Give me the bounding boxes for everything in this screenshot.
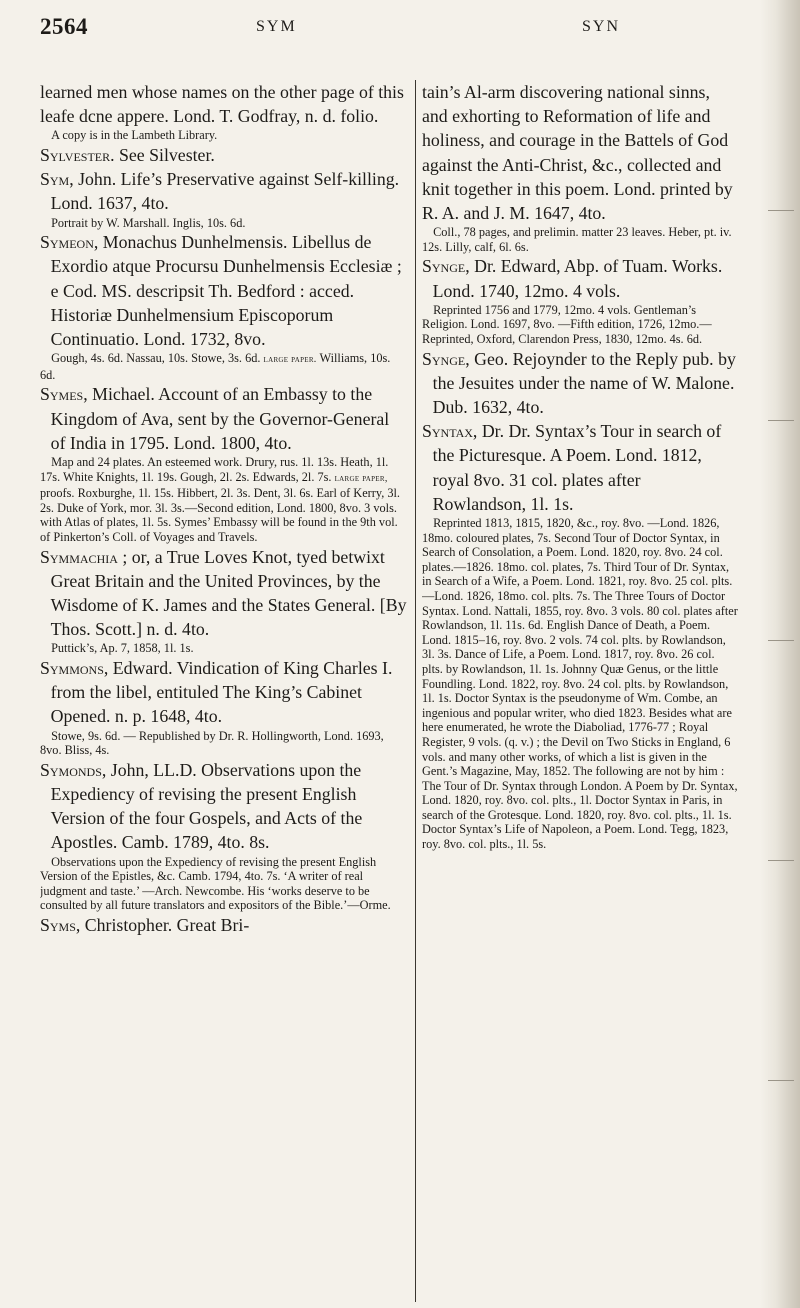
page-number: 2564 (40, 14, 88, 39)
entry-text: John. Life’s Preservative against Self-killing. Lond. 1637, 4to. (50, 169, 400, 214)
entry-text: Puttick’s, Ap. 7, 1858, 1l. 1s. (51, 641, 194, 656)
entry-text: John, LL.D. Observations upon the Expediency of revising the present English Version of the four Gospels, and Acts of the Apostles. Camb. 1789, 4to. 8s. (50, 759, 363, 853)
entry-left_column-7 (40, 382, 408, 455)
entry-text: Reprinted 1756 and 1779, 12mo. 4 vols. Gentleman’s Religion. Lond. 1697, 8vo. —Fifth edition, 1726, 12mo.—Reprinted, Oxford, Clarendon Press, 1830, 12mo. 4s. 6d. (422, 302, 712, 346)
right-column (422, 80, 738, 1305)
entry-text-tail: proofs. Roxburghe, 1l. 15s. Hibbert, 2l. 3s. Dent, 3l. 6s. Earl of Kerry, 3l. 2s. Duke of York, mor. 3l. 3s.—Second edition, Lond. 1800, 8vo. 3 vols. with Atlas of plates, 1l. 5s. Symes’ Embassy will be found in the 9th vol. of Pinkerton’s Coll. of Voyages and Travels. (40, 486, 400, 544)
entry-text: tain’s Al-arm discovering national sinns, and exhorting to Reformation of life and holiness, and courage in the Battels of God against the Anti-Christ, &c., collected and knit together in this poem. Lond. printed by R. A. and J. M. 1647, 4to. (422, 82, 733, 224)
entry-note-left_column-14 (40, 855, 408, 913)
entry-text: Christopher. Great Bri- (80, 914, 250, 935)
entry-text: or, a True Loves Knot, tyed betwixt Great Britain and the United Provinces, by the Wisdome of K. James and the States General. [By Thos. Scott.] n. d. 4to. (50, 546, 407, 640)
entry-text: Map and 24 plates. An esteemed work. Drury, rus. 1l. 13s. Heath, 1l. 17s. White Knights, 1l. 19s. Gough, 2l. 2s. Edwards, 2l. 7s. (40, 455, 389, 484)
entry-text: learned men whose names on the other page of this leafe dcne appere. Lond. T. Godfray, n. d. folio. (40, 82, 404, 127)
large-paper-label: large paper. (263, 354, 317, 366)
entry-note-left_column-6 (40, 351, 408, 382)
large-paper-label: large paper, (334, 472, 388, 484)
entry-left_column-13 (40, 758, 408, 855)
entry-headword: Sym, (40, 169, 74, 190)
entry-headword: Syntax, (422, 421, 478, 442)
entry-left_column-11 (40, 656, 408, 729)
entry-headword: Sylvester. (40, 145, 115, 165)
entry-text: See Silvester. (114, 145, 215, 165)
entry-headword: Symmachia ; (40, 546, 128, 567)
entry-text: Geo. Rejoynder to the Reply pub. by the Jesuites under the name of W. Malone. Dub. 1632, 4to. (432, 348, 736, 417)
entry-text: Stowe, 9s. 6d. — Republished by Dr. R. Hollingworth, Lond. 1693, 8vo. Bliss, 4s. (40, 728, 384, 758)
entry-headword: Syms, (40, 914, 81, 935)
binding-edge (760, 0, 800, 1308)
entry-text: Edward. Vindication of King Charles I. from the libel, entituled The King’s Cabinet Opened. n. p. 1648, 4to. (50, 657, 393, 727)
entry-right_column-4 (422, 347, 738, 420)
entry-text: Reprinted 1813, 1815, 1820, &c., roy. 8vo. —Lond. 1826, 18mo. coloured plates, 7s. Second Tour of Doctor Syntax, in Search of Consolation, a Poem. Lond. 1820, roy. 8vo. 24 col. plates.—1826. 18mo. col. plates, 7s. Third Tour of Dr. Syntax, in Search of a Wife, a Poem. Lond. 1821, roy. 8vo. 25 col. plts.—Lond. 1826, 18mo. col. plts. 7s. The Three Tours of Doctor Syntax. Lond. Nattali, 1855, roy. 8vo. 3 vols. 80 col. plates after Rowlandson, 1l. 11s. 6d. English Dance of Death, a Poem. Lond. 1815–16, roy. 8vo. 2 vols. 74 col. plts. by Rowlandson, 3l. 3s. Dance of Life, a Poem. Lond. 1817, roy. 8vo. 26 col. plts. by Rowlandson, 1l. 1s. Johnny Quæ Genus, or the little Foundling. Lond. 1822, roy. 8vo. 24 col. plts. by Rowlandson, 1l. 1s. Doctor Syntax is the pseudonyme of Wm. Combe, an ingenious and popular writer, who died 1823. Besides what are here enumerated, he wrote the Diaboliad, 1776-77 ; Royal Register, 9 vols. (q. v.) ; the Devil on Two Sticks in England, 6 vols. and many other works, of which a list is given in the Gent.’s Magazine, May, 1852. The following are not by him : The Tour of Dr. Syntax through London. A Poem by Dr. Syntax, Lond. 1820, roy. 8vo. col. plts., 1l. Doctor Syntax in Paris, in search of the Grotesque. Lond. 1820, roy. 8vo. col. plts., 1l. 1s. Doctor Syntax’s Life of Napoleon, a Poem. Lond. Tegg, 1823, roy. 8vo. col. plts., 1l. 5s. (422, 516, 738, 852)
right-running-head: SYN (582, 18, 621, 35)
entry-left_column-0 (40, 80, 408, 128)
entry-left_column-2 (40, 143, 408, 167)
entry-headword: Symonds, (40, 759, 107, 780)
entry-left_column-3 (40, 167, 408, 215)
entry-note-left_column-1 (40, 128, 408, 143)
entry-right_column-2 (422, 254, 738, 302)
entry-text: Gough, 4s. 6d. Nassau, 10s. Stowe, 3s. 6d. (51, 351, 264, 366)
entry-note-left_column-8 (40, 455, 408, 545)
entry-headword: Symeon, (40, 232, 99, 253)
entry-text: Michael. Account of an Embassy to the Kingdom of Ava, sent by the Governor-General of India in 1795. Lond. 1800, 4to. (50, 384, 390, 453)
entry-note-left_column-12 (40, 729, 408, 758)
entry-text-tail: Williams, 10s. 6d. (40, 351, 391, 382)
entry-headword: Symmons, (40, 657, 109, 678)
left-column (40, 80, 408, 1305)
entry-right_column-0 (422, 80, 738, 225)
entry-text: Dr. Edward, Abp. of Tuam. Works. Lond. 1740, 12mo. 4 vols. (432, 256, 723, 301)
entry-text: Dr. Dr. Syntax’s Tour in search of the Picturesque. A Poem. Lond. 1812, royal 8vo. 31 col. plates after Rowlandson, 1l. 1s. (432, 421, 722, 514)
entry-note-right_column-3 (422, 303, 738, 347)
column-divider (415, 80, 416, 1302)
left-running-head: SYM (256, 18, 297, 35)
entry-note-left_column-10 (40, 641, 408, 656)
entry-note-right_column-1 (422, 225, 738, 254)
entry-text: Coll., 78 pages, and prelimin. matter 23 leaves. Heber, pt. iv. 12s. Lilly, calf, 6l. 6s. (422, 225, 732, 254)
entry-left_column-9 (40, 545, 408, 642)
entry-left_column-5 (40, 230, 408, 351)
entry-text: A copy is in the Lambeth Library. (51, 128, 218, 143)
entry-right_column-5 (422, 419, 738, 516)
entry-note-right_column-6 (422, 516, 738, 852)
entry-note-left_column-4 (40, 216, 408, 231)
entry-left_column-15 (40, 913, 408, 937)
entry-headword: Symes, (40, 384, 88, 405)
entry-headword: Synge, (422, 348, 470, 369)
entry-text: Observations upon the Expediency of revising the present English Version of the Epistles, &c. Camb. 1794, 4to. 7s. ‘A writer of real judgment and taste.’ —Arch. Newcombe. His ‘works deserve to be consulted by all future translators and expositors of the Bible.’—Orme. (40, 854, 391, 913)
entry-text: Portrait by W. Marshall. Inglis, 10s. 6d. (51, 215, 246, 230)
entry-text: Monachus Dunhelmensis. Libellus de Exordio atque Procursu Dunhelmensis Ecclesiæ ; e Cod. MS. descripsit Th. Bedford : acced. Historiæ Dunhelmensium Episcoporum Continuatio. Lond. 1732, 8vo. (50, 232, 402, 350)
running-header (40, 14, 730, 54)
entry-headword: Synge, (422, 256, 470, 277)
